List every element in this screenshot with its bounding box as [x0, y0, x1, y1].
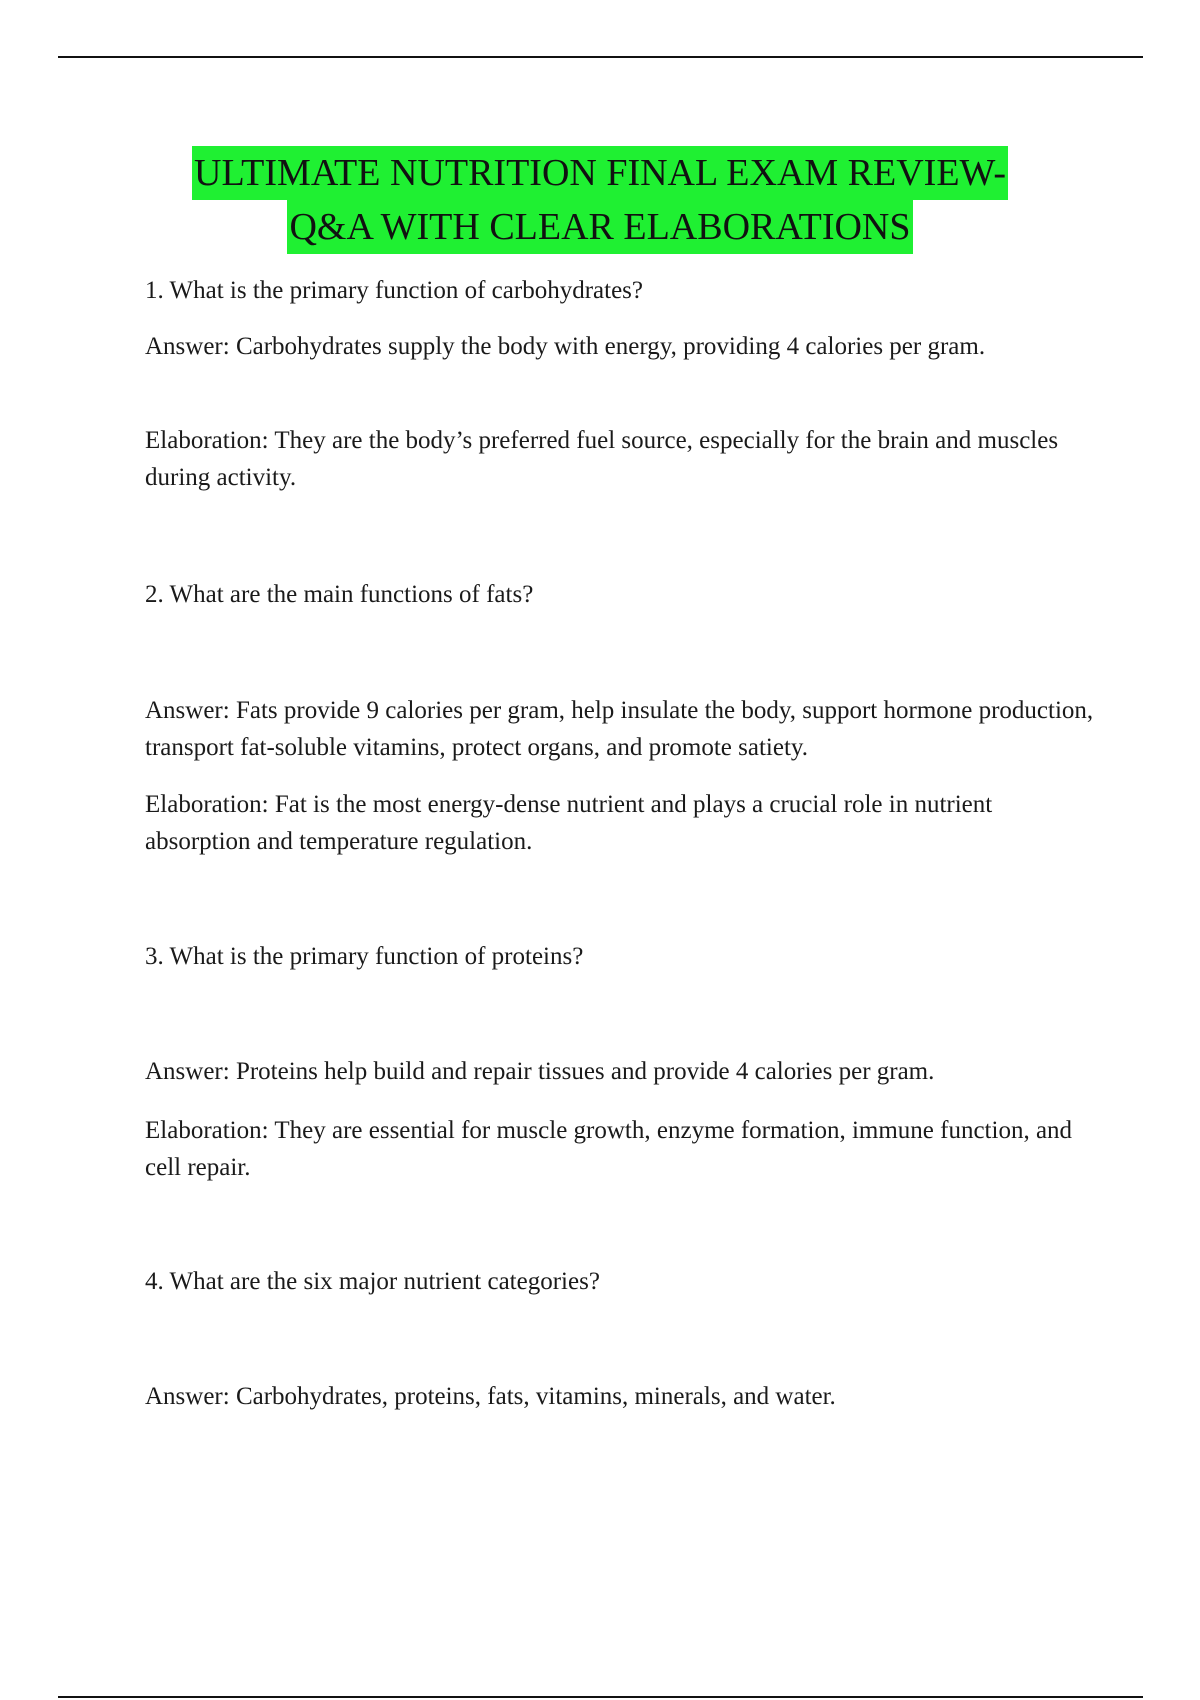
answer-3: Answer: Proteins help build and repair tissues and provide 4 calories per gram. [145, 1058, 935, 1085]
elaboration-2: Elaboration: Fat is the most energy-dense nutrient and plays a crucial role in nutrient absorption and temperature regulation. [145, 791, 993, 855]
question-1: 1. What is the primary function of carbohydrates? [145, 277, 643, 304]
answer-1: Answer: Carbohydrates supply the body with energy, providing 4 calories per gram. [145, 333, 986, 360]
answer-2: Answer: Fats provide 9 calories per gram, help insulate the body, support hormone production, transport fat-soluble vitamins, protect organs, and promote satiety. [145, 697, 1094, 761]
question-4: 4. What are the six major nutrient categories? [145, 1268, 600, 1295]
title-line-1: ULTIMATE NUTRITION FINAL EXAM REVIEW- [192, 146, 1008, 200]
bottom-rule [58, 1696, 1143, 1698]
elaboration-3: Elaboration: They are essential for muscle growth, enzyme formation, immune function, and cell repair. [145, 1117, 1073, 1181]
top-rule [58, 56, 1143, 58]
elaboration-1: Elaboration: They are the body’s preferred fuel source, especially for the brain and muscles during activity. [145, 427, 1059, 491]
title-line-2: Q&A WITH CLEAR ELABORATIONS [287, 200, 912, 254]
document-title [0, 146, 1200, 254]
question-2: 2. What are the main functions of fats? [145, 581, 534, 608]
answer-4: Answer: Carbohydrates, proteins, fats, vitamins, minerals, and water. [145, 1383, 836, 1410]
question-3: 3. What is the primary function of proteins? [145, 943, 584, 970]
